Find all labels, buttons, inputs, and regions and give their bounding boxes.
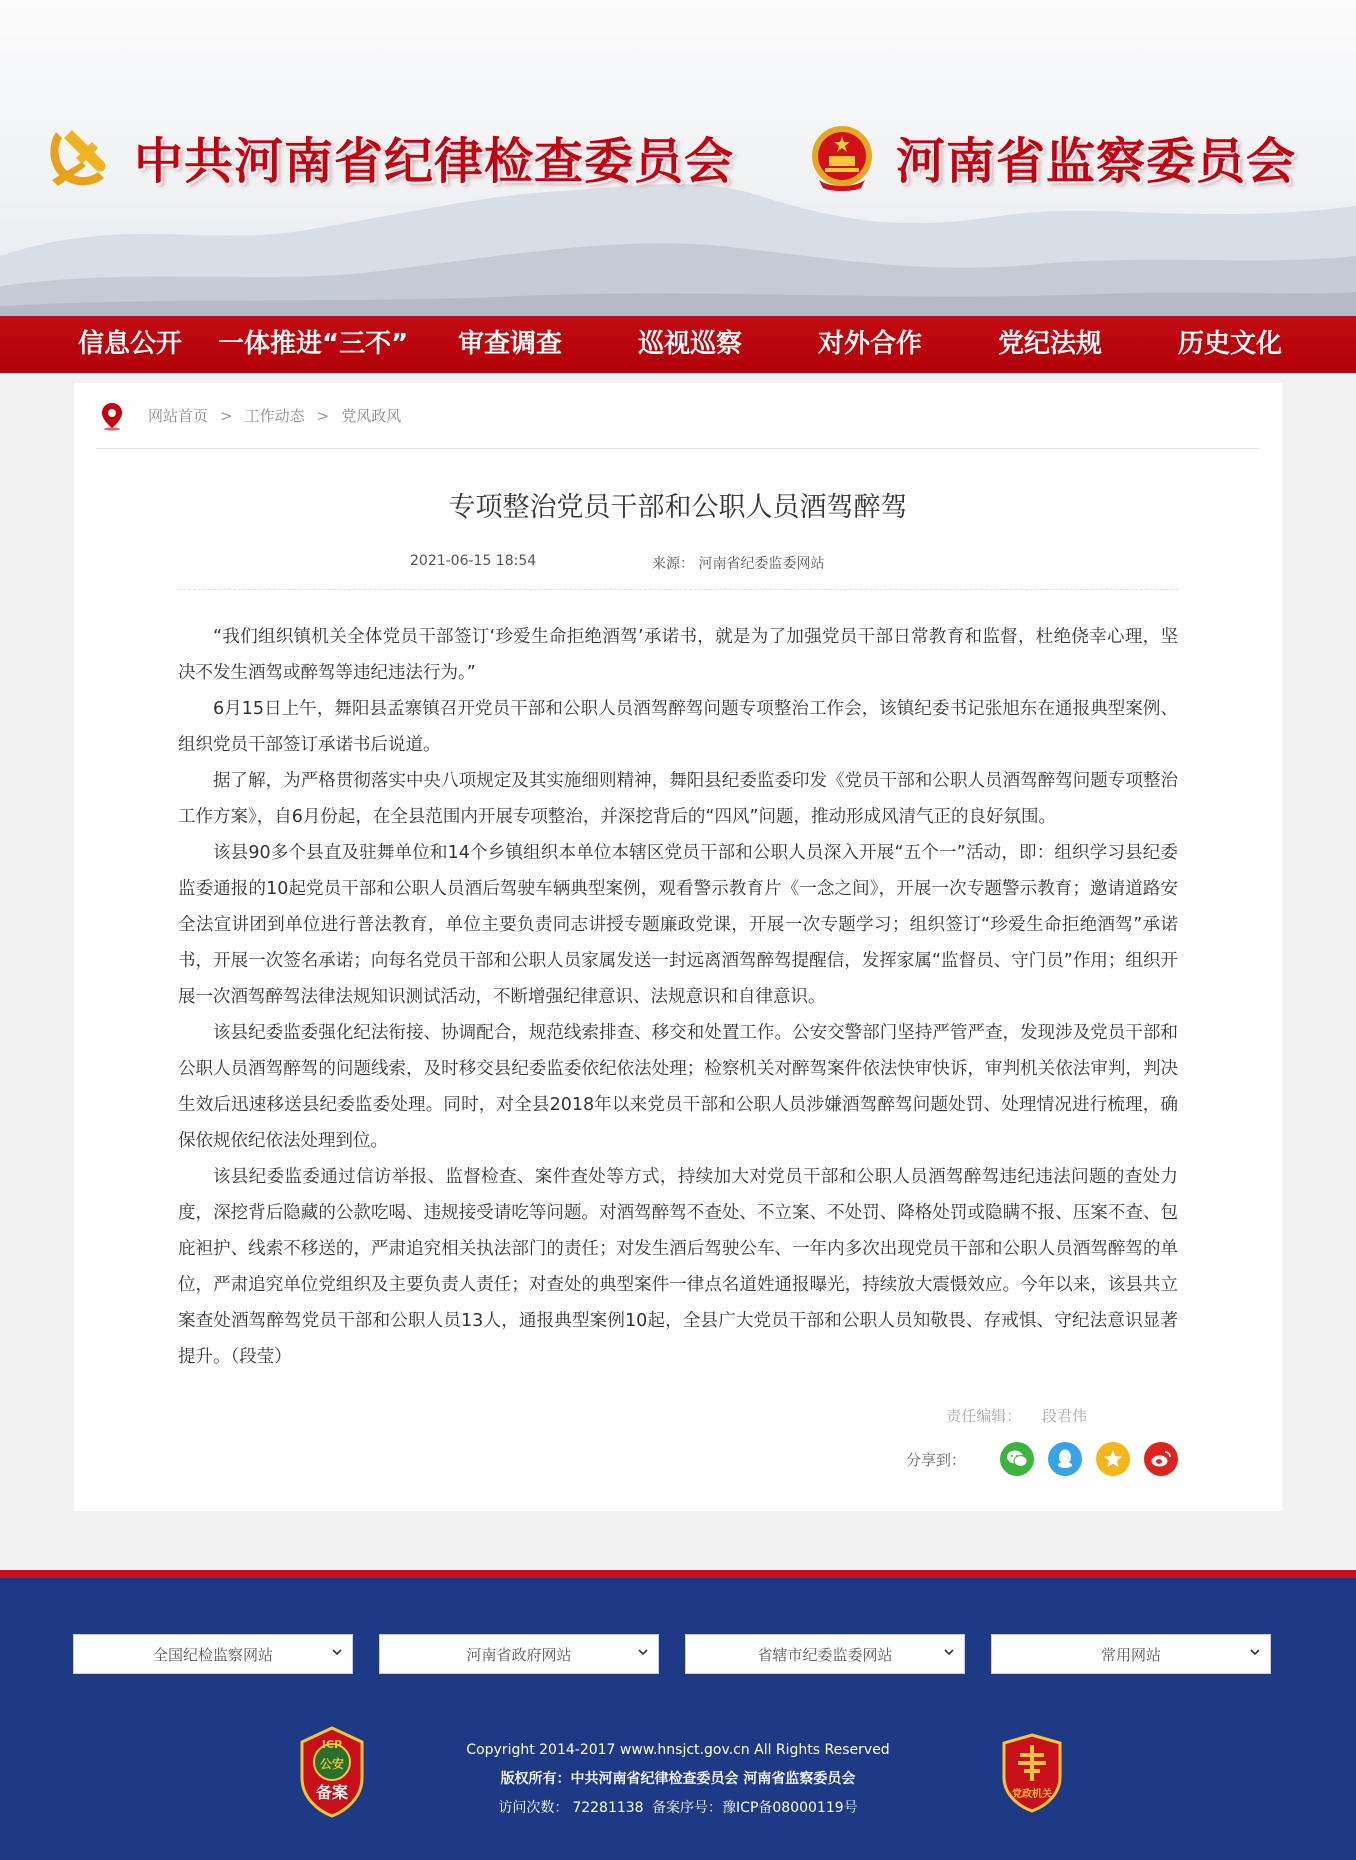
breadcrumb-separator: > bbox=[220, 406, 233, 425]
source-value: 河南省纪委监委网站 bbox=[698, 556, 825, 572]
badge-icp-text: ICP bbox=[321, 1738, 343, 1751]
share-bar bbox=[906, 1442, 1178, 1476]
supervision-title: 河南省监察委员会 bbox=[896, 132, 1297, 190]
meta-divider bbox=[178, 589, 1178, 590]
chevron-down-icon bbox=[1250, 1647, 1260, 1657]
badge-police-text: 公安 bbox=[319, 1757, 345, 1771]
nav-item-three-no[interactable]: 一体推进“三不” bbox=[218, 329, 409, 359]
select-common-sites[interactable] bbox=[991, 1634, 1271, 1674]
select-provincial-gov-sites[interactable] bbox=[379, 1634, 659, 1674]
article-date: 2021-06-15 18:54 bbox=[410, 553, 537, 569]
article-paragraph: 该县纪委监委通过信访举报、监督检查、案件查处等方式，持续加大对党员干部和公职人员酒驾醉驾违纪违法问题的查处力度，深挖背后隐藏的公款吃喝、违规接受请吃等问题。对酒驾醉驾不查处、不立案、不处罚、降格处罚或隐瞒不报、压案不查、包庇袒护、线索不移送的，严肃追究相关执法部门的责任；对发生酒后驾驶公车、一年内多次出现党员干部和公职人员酒驾醉驾的单位，严肃追究单位党组织及主要负责人责任；对查处的典型案件一律点名道姓通报曝光，持续放大震慑效应。今年以来，该县共立案查处酒驾醉驾党员干部和公职人员13人，通报典型案例10起，全县广大党员干部和公职人员知敬畏、存戒惧、守纪法意识显著提升。（段莹） bbox=[178, 1167, 1178, 1367]
visits-label: 访问次数： bbox=[498, 1800, 569, 1816]
article-paragraph: 该县90多个县直及驻舞单位和14个乡镇组织本单位本辖区党员干部和公职人员深入开展“五个一”活动，即：组织学习县纪委监委通报的10起党员干部和公职人员酒后驾驶车辆典型案例，观看警示教育片《一念之间》，开展一次专题警示教育；邀请道路安全法宣讲团到单位进行普法教育，单位主要负责同志讲授专题廉政党课，开展一次专题学习；组织签订“珍爱生命拒绝酒驾”承诺书，开展一次签名承诺；向每名党员干部和公职人员家属发送一封远离酒驾醉驾提醒信，发挥家属“监督员、守门员”作用；组织开展一次酒驾醉驾法律法规知识测试活动，不断增强纪律意识、法规意识和自律意识。 bbox=[178, 843, 1178, 1007]
editor-name: 段君伟 bbox=[1041, 1407, 1087, 1425]
party-gov-text: 党政机关 bbox=[1012, 1789, 1052, 1800]
article-paragraph: 据了解，为严格贯彻落实中央八项规定及其实施细则精神，舞阳县纪委监委印发《党员干部和公职人员酒驾醉驾问题专项整治工作方案》，自6月份起，在全县范围内开展专项整治，并深挖背后的“四风”问题，推动形成风清气正的良好氛围。 bbox=[178, 771, 1178, 827]
editor-label: 责任编辑： bbox=[946, 1407, 1022, 1425]
stats-line bbox=[0, 1794, 1356, 1823]
visits-count: 72281138 bbox=[572, 1800, 644, 1816]
article-paragraph: 该县纪委监委强化纪法衔接、协调配合，规范线索排查、移交和处置工作。公安交警部门坚持严管严查，发现涉及党员干部和公职人员酒驾醉驾的问题线索，及时移交县纪委监委依纪依法处理；检察机关对醉驾案件依法快审快诉，审判机关依法审判，判决生效后迅速移送县纪委监委处理。同时，对全县2018年以来党员干部和公职人员涉嫌酒驾醉驾问题处罚、处理情况进行梳理，确保依规依纪依法处理到位。 bbox=[178, 1023, 1178, 1151]
badge-filing-text: 备案 bbox=[315, 1783, 349, 1802]
breadcrumb-work-news[interactable]: 工作动态 bbox=[244, 407, 305, 425]
supervision-logo[interactable] bbox=[802, 118, 1296, 198]
select-common-sites-value: 常用网站 bbox=[1100, 1645, 1161, 1664]
wechat-icon[interactable] bbox=[1000, 1442, 1034, 1476]
icp-number[interactable]: 备案序号：豫ICP备08000119号 bbox=[652, 1800, 858, 1816]
nav-item-investigation[interactable]: 审查调查 bbox=[458, 329, 563, 359]
article-title: 专项整治党员干部和公职人员酒驾醉驾 bbox=[448, 492, 908, 523]
nav-item-inspection[interactable]: 巡视巡察 bbox=[638, 329, 743, 359]
chevron-down-icon bbox=[332, 1647, 342, 1657]
site-footer bbox=[0, 1570, 1356, 1860]
select-city-commission-sites-value: 省辖市纪委监委网站 bbox=[757, 1645, 893, 1664]
nav-item-cooperation[interactable]: 对外合作 bbox=[818, 329, 923, 359]
chevron-down-icon bbox=[944, 1647, 954, 1657]
article-body bbox=[178, 619, 1178, 1375]
share-label: 分享到： bbox=[905, 1450, 966, 1469]
national-emblem-icon bbox=[802, 118, 882, 198]
location-pin-icon bbox=[98, 401, 126, 431]
responsible-editor bbox=[946, 1405, 1087, 1426]
article-panel bbox=[74, 383, 1282, 1511]
commission-title: 中共河南省纪律检查委员会 bbox=[134, 132, 735, 190]
breadcrumb-separator: > bbox=[316, 406, 330, 425]
qzone-icon[interactable] bbox=[1096, 1442, 1130, 1476]
copyright-line: Copyright 2014-2017 www.hnsjct.gov.cn All Rights Reserved bbox=[466, 1742, 890, 1758]
main-nav bbox=[0, 316, 1356, 373]
breadcrumb-party-style[interactable]: 党风政风 bbox=[341, 407, 402, 425]
owner-line: 版权所有：中共河南省纪律检查委员会 河南省监察委员会 bbox=[500, 1771, 856, 1787]
site-header bbox=[0, 0, 1356, 316]
chevron-down-icon bbox=[638, 1647, 648, 1657]
breadcrumb-home[interactable]: 网站首页 bbox=[148, 407, 209, 425]
commission-logo[interactable] bbox=[40, 118, 734, 198]
article-paragraph: “我们组织镇机关全体党员干部签订‘珍爱生命拒绝酒驾’承诺书，就是为了加强党员干部日常教育和监督，杜绝侥幸心理，坚决不发生酒驾或醉驾等违纪违法行为。” bbox=[178, 627, 1178, 683]
nav-item-info-disclosure[interactable]: 信息公开 bbox=[78, 329, 183, 359]
party-gov-badge[interactable] bbox=[1000, 1733, 1064, 1817]
article-paragraph: 6月15日上午，舞阳县孟寨镇召开党员干部和公职人员酒驾醉驾问题专项整治工作会，该镇纪委书记张旭东在通报典型案例、组织党员干部签订承诺书后说道。 bbox=[178, 699, 1178, 755]
qq-icon[interactable] bbox=[1048, 1442, 1082, 1476]
weibo-icon[interactable] bbox=[1144, 1442, 1178, 1476]
select-national-sites-value: 全国纪检监察网站 bbox=[152, 1645, 273, 1664]
select-national-sites[interactable] bbox=[73, 1634, 353, 1674]
nav-item-history[interactable]: 历史文化 bbox=[1178, 329, 1283, 359]
breadcrumb bbox=[96, 383, 1260, 449]
article-source bbox=[652, 553, 824, 573]
select-provincial-gov-sites-value: 河南省政府网站 bbox=[466, 1645, 572, 1664]
footer-copyright bbox=[0, 1736, 1356, 1823]
nav-item-regulations[interactable]: 党纪法规 bbox=[998, 329, 1103, 359]
party-gov-icon bbox=[1000, 1733, 1064, 1813]
party-emblem-icon bbox=[40, 118, 120, 198]
source-label: 来源： bbox=[652, 556, 694, 572]
select-city-commission-sites[interactable] bbox=[685, 1634, 965, 1674]
